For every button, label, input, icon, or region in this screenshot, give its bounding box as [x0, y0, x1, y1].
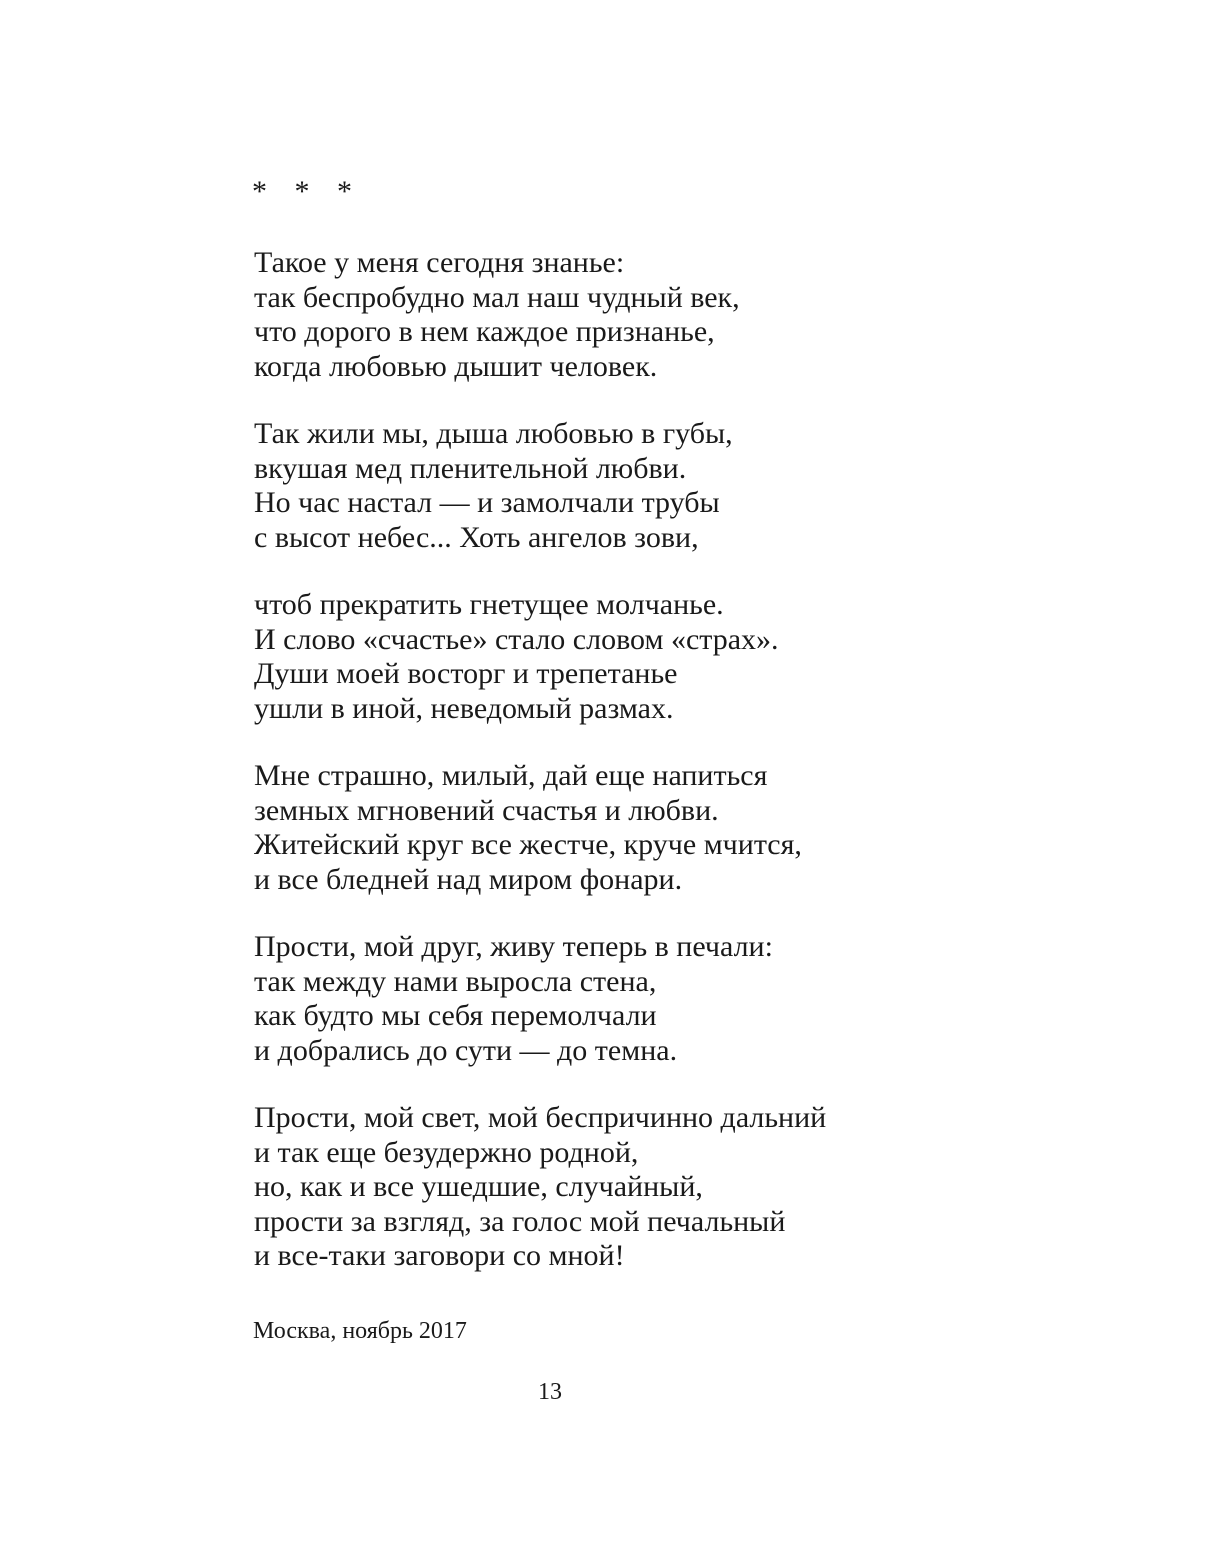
poem-line: Души моей восторг и трепетанье — [254, 657, 678, 690]
poem-line: так беспробудно мал наш чудный век, — [254, 280, 740, 314]
poem-line: чтоб прекратить гнетущее молчанье. — [254, 588, 724, 621]
stanza-1 — [254, 246, 954, 384]
poem-line: ушли в иной, неведомый размах. — [254, 691, 674, 725]
poem-line: Такое у меня сегодня знанье: — [254, 246, 625, 279]
poem-line: И слово «счастье» стало словом «страх». — [254, 622, 779, 656]
poem-line: с высот небес... Хоть ангелов зови, — [254, 520, 699, 554]
poem-line: земных мгновений счастья и любви. — [254, 793, 719, 827]
stanza-2 — [254, 417, 954, 555]
poem-line: как будто мы себя перемолчали — [254, 999, 657, 1032]
poem-line: вкушая мед пленительной любви. — [254, 451, 687, 485]
poem-line: когда любовью дышит человек. — [254, 349, 658, 383]
poem-signature: Москва, ноябрь 2017 — [253, 1318, 467, 1344]
stanza-6 — [254, 1101, 954, 1274]
poem-line: Но час настал — и замолчали трубы — [254, 486, 720, 519]
stanza-3 — [254, 588, 954, 726]
page-number: 13 — [538, 1379, 562, 1405]
poem-line: Прости, мой друг, живу теперь в печали: — [254, 930, 773, 963]
section-separator: * * * — [252, 175, 362, 208]
poem-line: и так еще безудержно родной, — [254, 1135, 639, 1169]
stanza-5 — [254, 930, 954, 1068]
poem-line: и все-таки заговори со мной! — [254, 1239, 625, 1272]
poem-line: Прости, мой свет, мой беспричинно дальний — [254, 1101, 827, 1134]
poem-line: Так жили мы, дыша любовью в губы, — [254, 417, 733, 450]
poem-line: и добрались до сути — до темна. — [254, 1033, 678, 1067]
poem-line: но, как и все ушедшие, случайный, — [254, 1170, 703, 1203]
poem-line: прости за взгляд, за голос мой печальный — [254, 1204, 786, 1238]
poem — [254, 246, 954, 1307]
poem-line: что дорого в нем каждое признанье, — [254, 315, 715, 348]
poem-line: Мне страшно, милый, дай еще напиться — [254, 759, 768, 792]
stanza-4 — [254, 759, 954, 897]
poem-line: так между нами выросла стена, — [254, 964, 657, 998]
poem-line: Житейский круг все жестче, круче мчится, — [254, 828, 802, 861]
poem-line: и все бледней над миром фонари. — [254, 862, 683, 896]
